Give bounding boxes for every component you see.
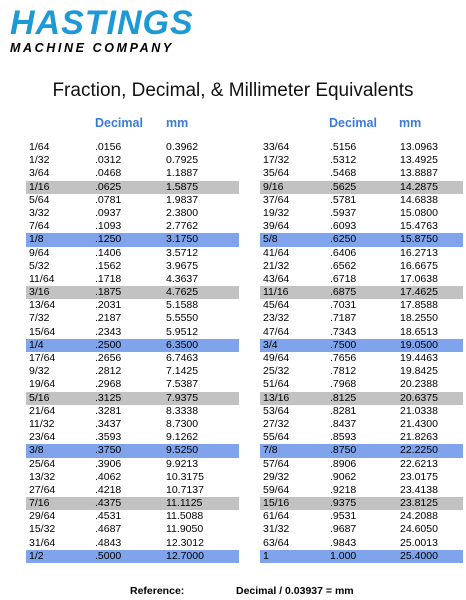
fraction-cell: 13/16 [263,391,290,404]
fraction-cell: 11/32 [29,417,55,430]
fraction-cell: 3/8 [29,444,44,457]
decimal-cell: .4687 [95,523,122,536]
mm-cell: 10.7137 [166,483,204,496]
decimal-cell: .5625 [330,180,357,193]
fraction-cell: 5/8 [263,233,278,246]
row-highlight-left [26,352,239,365]
decimal-cell: .4531 [95,510,122,523]
mm-cell: 21.4300 [400,417,438,430]
fraction-cell: 5/16 [29,391,50,404]
mm-cell: 13.0963 [400,141,438,153]
fraction-cell: 25/32 [263,365,290,378]
fraction-cell: 13/32 [29,470,56,483]
mm-cell: 11.1125 [166,497,203,510]
fraction-cell: 11/16 [263,286,289,299]
decimal-cell: .7812 [330,365,357,378]
mm-cell: 23.4138 [400,483,438,496]
decimal-cell: .3437 [95,417,122,430]
fraction-cell: 19/32 [263,206,290,219]
mm-cell: 22.6213 [400,457,438,470]
table-row [26,141,463,154]
decimal-cell: .2343 [95,325,122,338]
fraction-cell: 1/8 [29,233,44,246]
row-highlight-left [26,154,239,167]
mm-cell: 17.0638 [400,272,438,285]
table-row [26,167,463,180]
mm-cell: 24.6050 [400,523,438,536]
mm-cell: 19.8425 [400,365,438,378]
mm-cell: 12.3012 [166,536,204,549]
decimal-cell: .5781 [330,193,357,206]
mm-cell: 21.8263 [400,431,438,444]
row-highlight-left [26,392,239,405]
table-row [26,339,463,352]
row-highlight-left [26,141,239,154]
fraction-cell: 1/2 [29,549,44,562]
fraction-cell: 31/64 [29,536,56,549]
decimal-cell: .9218 [330,483,357,496]
decimal-cell: .9531 [330,510,357,523]
decimal-cell: .6562 [330,259,357,272]
mm-cell: 5.9512 [166,325,199,338]
decimal-cell: .2656 [95,352,122,364]
decimal-cell: .7656 [330,352,357,364]
fraction-cell: 9/64 [29,246,50,259]
table-row [26,154,463,167]
fraction-cell: 9/16 [263,180,284,193]
fraction-cell: 7/8 [263,444,278,457]
row-highlight-left [26,339,239,352]
fraction-cell: 47/64 [263,325,290,338]
decimal-cell: .8125 [330,391,357,404]
decimal-cell: .0625 [95,180,122,193]
decimal-cell: 1.000 [330,549,357,562]
table-row [26,550,463,563]
mm-cell: 1.1887 [166,167,199,180]
mm-cell: 20.6375 [400,391,438,404]
mm-cell: 7.5387 [166,378,199,391]
mm-cell: 9.5250 [166,444,199,457]
table-row [26,378,463,391]
row-highlight-left [26,378,239,391]
decimal-cell: .3281 [95,404,122,417]
fraction-cell: 39/64 [263,220,290,233]
equivalents-table [26,141,463,563]
decimal-cell: .4375 [95,497,122,510]
table-row [26,181,463,194]
mm-cell: 3.1750 [166,233,199,246]
fraction-cell: 31/32 [263,523,290,536]
decimal-cell: .7968 [330,378,357,391]
fraction-cell: 5/32 [29,259,50,272]
table-row [26,484,463,497]
mm-cell: 14.6838 [400,193,438,206]
header-decimal-left: Decimal [95,116,143,130]
mm-cell: 6.3500 [166,338,199,351]
table-row [26,510,463,523]
fraction-cell: 37/64 [263,193,290,206]
mm-cell: 16.6675 [400,259,438,272]
mm-cell: 7.1425 [166,365,199,378]
row-highlight-left [26,299,239,312]
row-highlight-left [26,207,239,220]
fraction-cell: 41/64 [263,246,290,259]
table-row [26,326,463,339]
row-highlight-left [26,260,239,273]
mm-cell: 21.0338 [400,404,438,417]
logo-wordmark: HASTINGS [10,4,194,42]
reference-label: Reference: [130,585,185,597]
decimal-cell: .6718 [330,272,357,285]
page-title: Fraction, Decimal, & Millimeter Equivalents [52,80,414,101]
fraction-cell: 11/64 [29,272,55,285]
table-row [26,444,463,457]
decimal-cell: .3750 [95,444,122,457]
fraction-cell: 53/64 [263,404,290,417]
decimal-cell: .1875 [95,286,122,299]
mm-cell: 19.0500 [400,338,438,351]
fraction-cell: 3/16 [29,286,50,299]
mm-cell: 0.7925 [166,154,199,167]
mm-cell: 12.7000 [166,549,204,562]
decimal-cell: .0312 [95,154,122,167]
mm-cell: 19.4463 [400,352,438,364]
table-row [26,194,463,207]
mm-cell: 22.2250 [400,444,438,457]
fraction-cell: 13/64 [29,299,56,312]
mm-cell: 13.4925 [400,154,438,167]
row-highlight-left [26,444,239,457]
decimal-cell: .2187 [95,312,122,325]
header-decimal-right: Decimal [329,116,377,130]
fraction-cell: 17/64 [29,352,56,364]
fraction-cell: 3/4 [263,338,278,351]
table-row [26,233,463,246]
fraction-cell: 43/64 [263,272,290,285]
table-row [26,312,463,325]
decimal-cell: .2500 [95,338,122,351]
row-highlight-left [26,510,239,523]
row-highlight-left [26,405,239,418]
table-row [26,247,463,260]
row-highlight-left [26,365,239,378]
mm-cell: 17.4625 [400,286,438,299]
mm-cell: 1.9837 [166,193,199,206]
mm-cell: 4.7625 [166,286,199,299]
fraction-cell: 59/64 [263,483,290,496]
mm-cell: 18.2550 [400,312,438,325]
table-row [26,365,463,378]
mm-cell: 16.2713 [400,246,438,259]
mm-cell: 2.3800 [166,206,199,219]
mm-cell: 15.0800 [400,206,438,219]
fraction-cell: 27/32 [263,417,290,430]
fraction-cell: 7/16 [29,497,50,510]
mm-cell: 10.3175 [166,470,204,483]
mm-cell: 0.3962 [166,141,199,153]
fraction-cell: 29/64 [29,510,56,523]
mm-cell: 9.9213 [166,457,199,470]
row-highlight-left [26,418,239,431]
fraction-cell: 25/64 [29,457,56,470]
fraction-cell: 63/64 [263,536,290,549]
decimal-cell: .3906 [95,457,122,470]
mm-cell: 3.9675 [166,259,199,272]
mm-cell: 20.2388 [400,378,438,391]
row-highlight-left [26,312,239,325]
mm-cell: 17.8588 [400,299,438,312]
fraction-cell: 3/32 [29,206,50,219]
mm-cell: 5.5550 [166,312,199,325]
fraction-cell: 17/32 [263,154,290,167]
row-highlight-left [26,523,239,536]
row-highlight-left [26,458,239,471]
fraction-cell: 15/32 [29,523,56,536]
fraction-cell: 7/32 [29,312,50,325]
decimal-cell: .2031 [95,299,122,312]
row-highlight-left [26,497,239,510]
decimal-cell: .6093 [330,220,357,233]
fraction-cell: 55/64 [263,431,290,444]
mm-cell: 14.2875 [400,180,438,193]
fraction-cell: 51/64 [263,378,290,391]
mm-cell: 11.5088 [166,510,204,523]
row-highlight-left [26,233,239,246]
mm-cell: 18.6513 [400,325,438,338]
fraction-cell: 5/64 [29,193,50,206]
table-row [26,299,463,312]
fraction-cell: 45/64 [263,299,290,312]
fraction-cell: 33/64 [263,141,290,153]
reference-formula: Decimal / 0.03937 = mm [236,585,354,597]
decimal-cell: .7187 [330,312,357,325]
row-highlight-left [26,550,239,563]
mm-cell: 9.1262 [166,431,199,444]
table-row [26,497,463,510]
row-highlight-left [26,273,239,286]
fraction-cell: 19/64 [29,378,56,391]
table-row [26,523,463,536]
table-row [26,352,463,365]
decimal-cell: .7343 [330,325,357,338]
fraction-cell: 35/64 [263,167,290,180]
fraction-cell: 29/32 [263,470,290,483]
company-logo [10,6,194,55]
mm-cell: 6.7463 [166,352,199,364]
decimal-cell: .1718 [95,272,122,285]
table-row [26,537,463,550]
mm-cell: 5.1588 [166,299,199,312]
row-highlight-left [26,537,239,550]
mm-cell: 8.3338 [166,404,199,417]
row-highlight-left [26,431,239,444]
table-row [26,418,463,431]
decimal-cell: .4062 [95,470,122,483]
row-highlight-left [26,247,239,260]
mm-cell: 15.4763 [400,220,438,233]
decimal-cell: .5000 [95,549,122,562]
mm-cell: 1.5875 [166,180,199,193]
table-row [26,471,463,484]
decimal-cell: .6406 [330,246,357,259]
row-highlight-left [26,471,239,484]
decimal-cell: .1562 [95,259,122,272]
decimal-cell: .5468 [330,167,357,180]
fraction-cell: 27/64 [29,483,56,496]
decimal-cell: .6875 [330,286,357,299]
table-row [26,458,463,471]
decimal-cell: .8593 [330,431,357,444]
decimal-cell: .7031 [330,299,357,312]
table-row [26,392,463,405]
fraction-cell: 57/64 [263,457,290,470]
fraction-cell: 7/64 [29,220,50,233]
decimal-cell: .1250 [95,233,122,246]
decimal-cell: .1093 [95,220,122,233]
table-row [26,220,463,233]
decimal-cell: .8906 [330,457,357,470]
fraction-cell: 23/64 [29,431,56,444]
mm-cell: 2.7762 [166,220,199,233]
decimal-cell: .9687 [330,523,357,536]
fraction-cell: 23/32 [263,312,290,325]
mm-cell: 25.4000 [400,549,438,562]
row-highlight-left [26,181,239,194]
header-mm-left: mm [166,116,189,130]
table-row [26,260,463,273]
fraction-cell: 49/64 [263,352,290,364]
fraction-cell: 1 [263,549,269,562]
mm-cell: 25.0013 [400,536,438,549]
fraction-cell: 1/4 [29,338,44,351]
fraction-cell: 21/64 [29,404,56,417]
fraction-cell: 1/32 [29,154,50,167]
decimal-cell: .3593 [95,431,122,444]
table-row [26,273,463,286]
decimal-cell: .2812 [95,365,122,378]
decimal-cell: .4218 [95,483,122,496]
fraction-cell: 15/64 [29,325,56,338]
decimal-cell: .5937 [330,206,357,219]
decimal-cell: .9062 [330,470,357,483]
decimal-cell: .9375 [330,497,357,510]
table-row [26,207,463,220]
mm-cell: 13.8887 [400,167,438,180]
decimal-cell: .7500 [330,338,357,351]
fraction-cell: 3/64 [29,167,50,180]
row-highlight-left [26,484,239,497]
decimal-cell: .1406 [95,246,122,259]
mm-cell: 15.8750 [400,233,438,246]
fraction-cell: 15/16 [263,497,290,510]
row-highlight-left [26,326,239,339]
header-mm-right: mm [399,116,422,130]
fraction-cell: 9/32 [29,365,50,378]
decimal-cell: .9843 [330,536,357,549]
row-highlight-left [26,220,239,233]
table-row [26,286,463,299]
fraction-cell: 1/16 [29,180,50,193]
decimal-cell: .0156 [95,141,122,153]
row-highlight-left [26,194,239,207]
mm-cell: 23.8125 [400,497,438,510]
decimal-cell: .3125 [95,391,122,404]
decimal-cell: .0937 [95,206,122,219]
row-highlight-left [26,167,239,180]
mm-cell: 7.9375 [166,391,199,404]
mm-cell: 24.2088 [400,510,438,523]
decimal-cell: .5312 [330,154,357,167]
row-highlight-left [26,286,239,299]
decimal-cell: .5156 [330,141,357,153]
decimal-cell: .8437 [330,417,357,430]
decimal-cell: .4843 [95,536,122,549]
mm-cell: 8.7300 [166,417,199,430]
table-row [26,405,463,418]
decimal-cell: .6250 [330,233,357,246]
fraction-cell: 1/64 [29,141,50,153]
decimal-cell: .2968 [95,378,122,391]
decimal-cell: .8281 [330,404,357,417]
table-row [26,431,463,444]
decimal-cell: .0468 [95,167,122,180]
mm-cell: 23.0175 [400,470,438,483]
mm-cell: 3.5712 [166,246,199,259]
mm-cell: 4.3637 [166,272,199,285]
mm-cell: 11.9050 [166,523,204,536]
fraction-cell: 61/64 [263,510,290,523]
decimal-cell: .8750 [330,444,357,457]
logo-subtitle: MACHINE COMPANY [10,41,174,55]
fraction-cell: 21/32 [263,259,290,272]
decimal-cell: .0781 [95,193,122,206]
